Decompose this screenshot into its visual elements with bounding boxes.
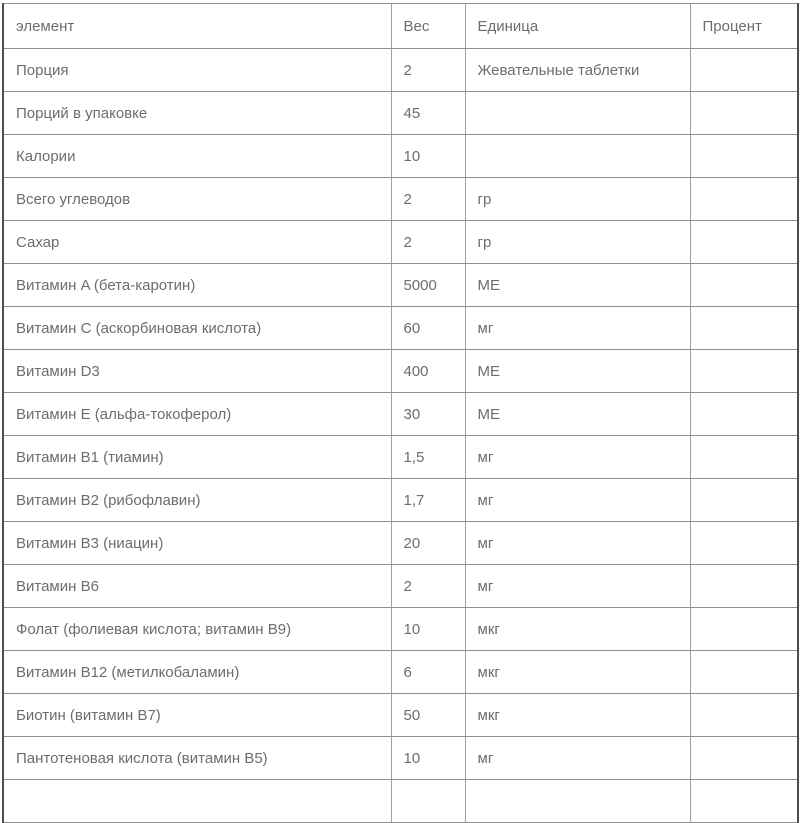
table-cell <box>690 264 798 307</box>
table-cell <box>690 436 798 479</box>
table-row <box>3 49 798 92</box>
table-cell: МЕ <box>465 393 690 436</box>
table-cell: мкг <box>465 694 690 737</box>
table-cell <box>690 393 798 436</box>
table-cell <box>465 92 690 135</box>
nutrition-facts-table <box>2 3 799 823</box>
table-cell <box>690 49 798 92</box>
table-cell <box>690 565 798 608</box>
table-cell: мг <box>465 479 690 522</box>
table-cell: 2 <box>391 49 465 92</box>
table-row <box>3 307 798 350</box>
table-cell: 20 <box>391 522 465 565</box>
table-cell: 2 <box>391 221 465 264</box>
table-cell <box>3 780 391 823</box>
table-cell: Витамин B3 (ниацин) <box>3 522 391 565</box>
table-cell: 60 <box>391 307 465 350</box>
table-cell: гр <box>465 178 690 221</box>
table-cell <box>465 780 690 823</box>
column-header-unit: Единица <box>465 4 690 49</box>
table-cell: Витамин E (альфа-токоферол) <box>3 393 391 436</box>
table-cell: 50 <box>391 694 465 737</box>
table-cell: 45 <box>391 92 465 135</box>
table-cell: Витамин B12 (метилкобаламин) <box>3 651 391 694</box>
table-row <box>3 264 798 307</box>
table-cell: мкг <box>465 651 690 694</box>
table-cell <box>690 651 798 694</box>
table-cell: 2 <box>391 565 465 608</box>
table-body <box>3 49 798 823</box>
table-cell <box>465 135 690 178</box>
table-row <box>3 608 798 651</box>
table-row <box>3 350 798 393</box>
table-cell <box>690 92 798 135</box>
table-cell: 1,7 <box>391 479 465 522</box>
table-row <box>3 780 798 823</box>
table-cell: мкг <box>465 608 690 651</box>
table-cell: 5000 <box>391 264 465 307</box>
table-cell <box>391 780 465 823</box>
table-row <box>3 178 798 221</box>
table-cell: гр <box>465 221 690 264</box>
table-row <box>3 393 798 436</box>
table-cell: мг <box>465 307 690 350</box>
column-header-percent: Процент <box>690 4 798 49</box>
table-cell <box>690 350 798 393</box>
table-cell: 1,5 <box>391 436 465 479</box>
table-cell: Порция <box>3 49 391 92</box>
table-row <box>3 565 798 608</box>
table-row <box>3 436 798 479</box>
table-row <box>3 92 798 135</box>
table-cell: Биотин (витамин B7) <box>3 694 391 737</box>
table-cell: Витамин A (бета-каротин) <box>3 264 391 307</box>
table-row <box>3 479 798 522</box>
table-row <box>3 651 798 694</box>
table-cell: Фолат (фолиевая кислота; витамин B9) <box>3 608 391 651</box>
table-cell <box>690 221 798 264</box>
table-cell: мг <box>465 522 690 565</box>
table-cell: 30 <box>391 393 465 436</box>
table-cell: Витамин B6 <box>3 565 391 608</box>
table-cell: 6 <box>391 651 465 694</box>
table-cell: Пантотеновая кислота (витамин B5) <box>3 737 391 780</box>
table-cell: Витамин B1 (тиамин) <box>3 436 391 479</box>
table-cell: Витамин D3 <box>3 350 391 393</box>
table-cell: 10 <box>391 608 465 651</box>
table-header-row <box>3 4 798 49</box>
table-cell: 400 <box>391 350 465 393</box>
table-cell <box>690 737 798 780</box>
table-cell <box>690 178 798 221</box>
table-cell: 10 <box>391 135 465 178</box>
table-cell <box>690 608 798 651</box>
table-cell <box>690 694 798 737</box>
table-cell: 2 <box>391 178 465 221</box>
table-cell: МЕ <box>465 264 690 307</box>
table-row <box>3 135 798 178</box>
table-cell <box>690 522 798 565</box>
table-cell: Витамин B2 (рибофлавин) <box>3 479 391 522</box>
column-header-weight: Вес <box>391 4 465 49</box>
table-cell <box>690 479 798 522</box>
table-cell <box>690 307 798 350</box>
table-cell: Жевательные таблетки <box>465 49 690 92</box>
table-cell: Калории <box>3 135 391 178</box>
table-row <box>3 221 798 264</box>
table-cell: Порций в упаковке <box>3 92 391 135</box>
table-cell: Витамин C (аскорбиновая кислота) <box>3 307 391 350</box>
table-row <box>3 522 798 565</box>
table-cell <box>690 135 798 178</box>
table-cell: Сахар <box>3 221 391 264</box>
table-cell: мг <box>465 565 690 608</box>
table-row <box>3 737 798 780</box>
column-header-element: элемент <box>3 4 391 49</box>
table-cell <box>690 780 798 823</box>
table-cell: мг <box>465 436 690 479</box>
table-cell: МЕ <box>465 350 690 393</box>
nutrition-table-container <box>2 3 797 823</box>
table-cell: Всего углеводов <box>3 178 391 221</box>
table-cell: мг <box>465 737 690 780</box>
table-cell: 10 <box>391 737 465 780</box>
table-row <box>3 694 798 737</box>
